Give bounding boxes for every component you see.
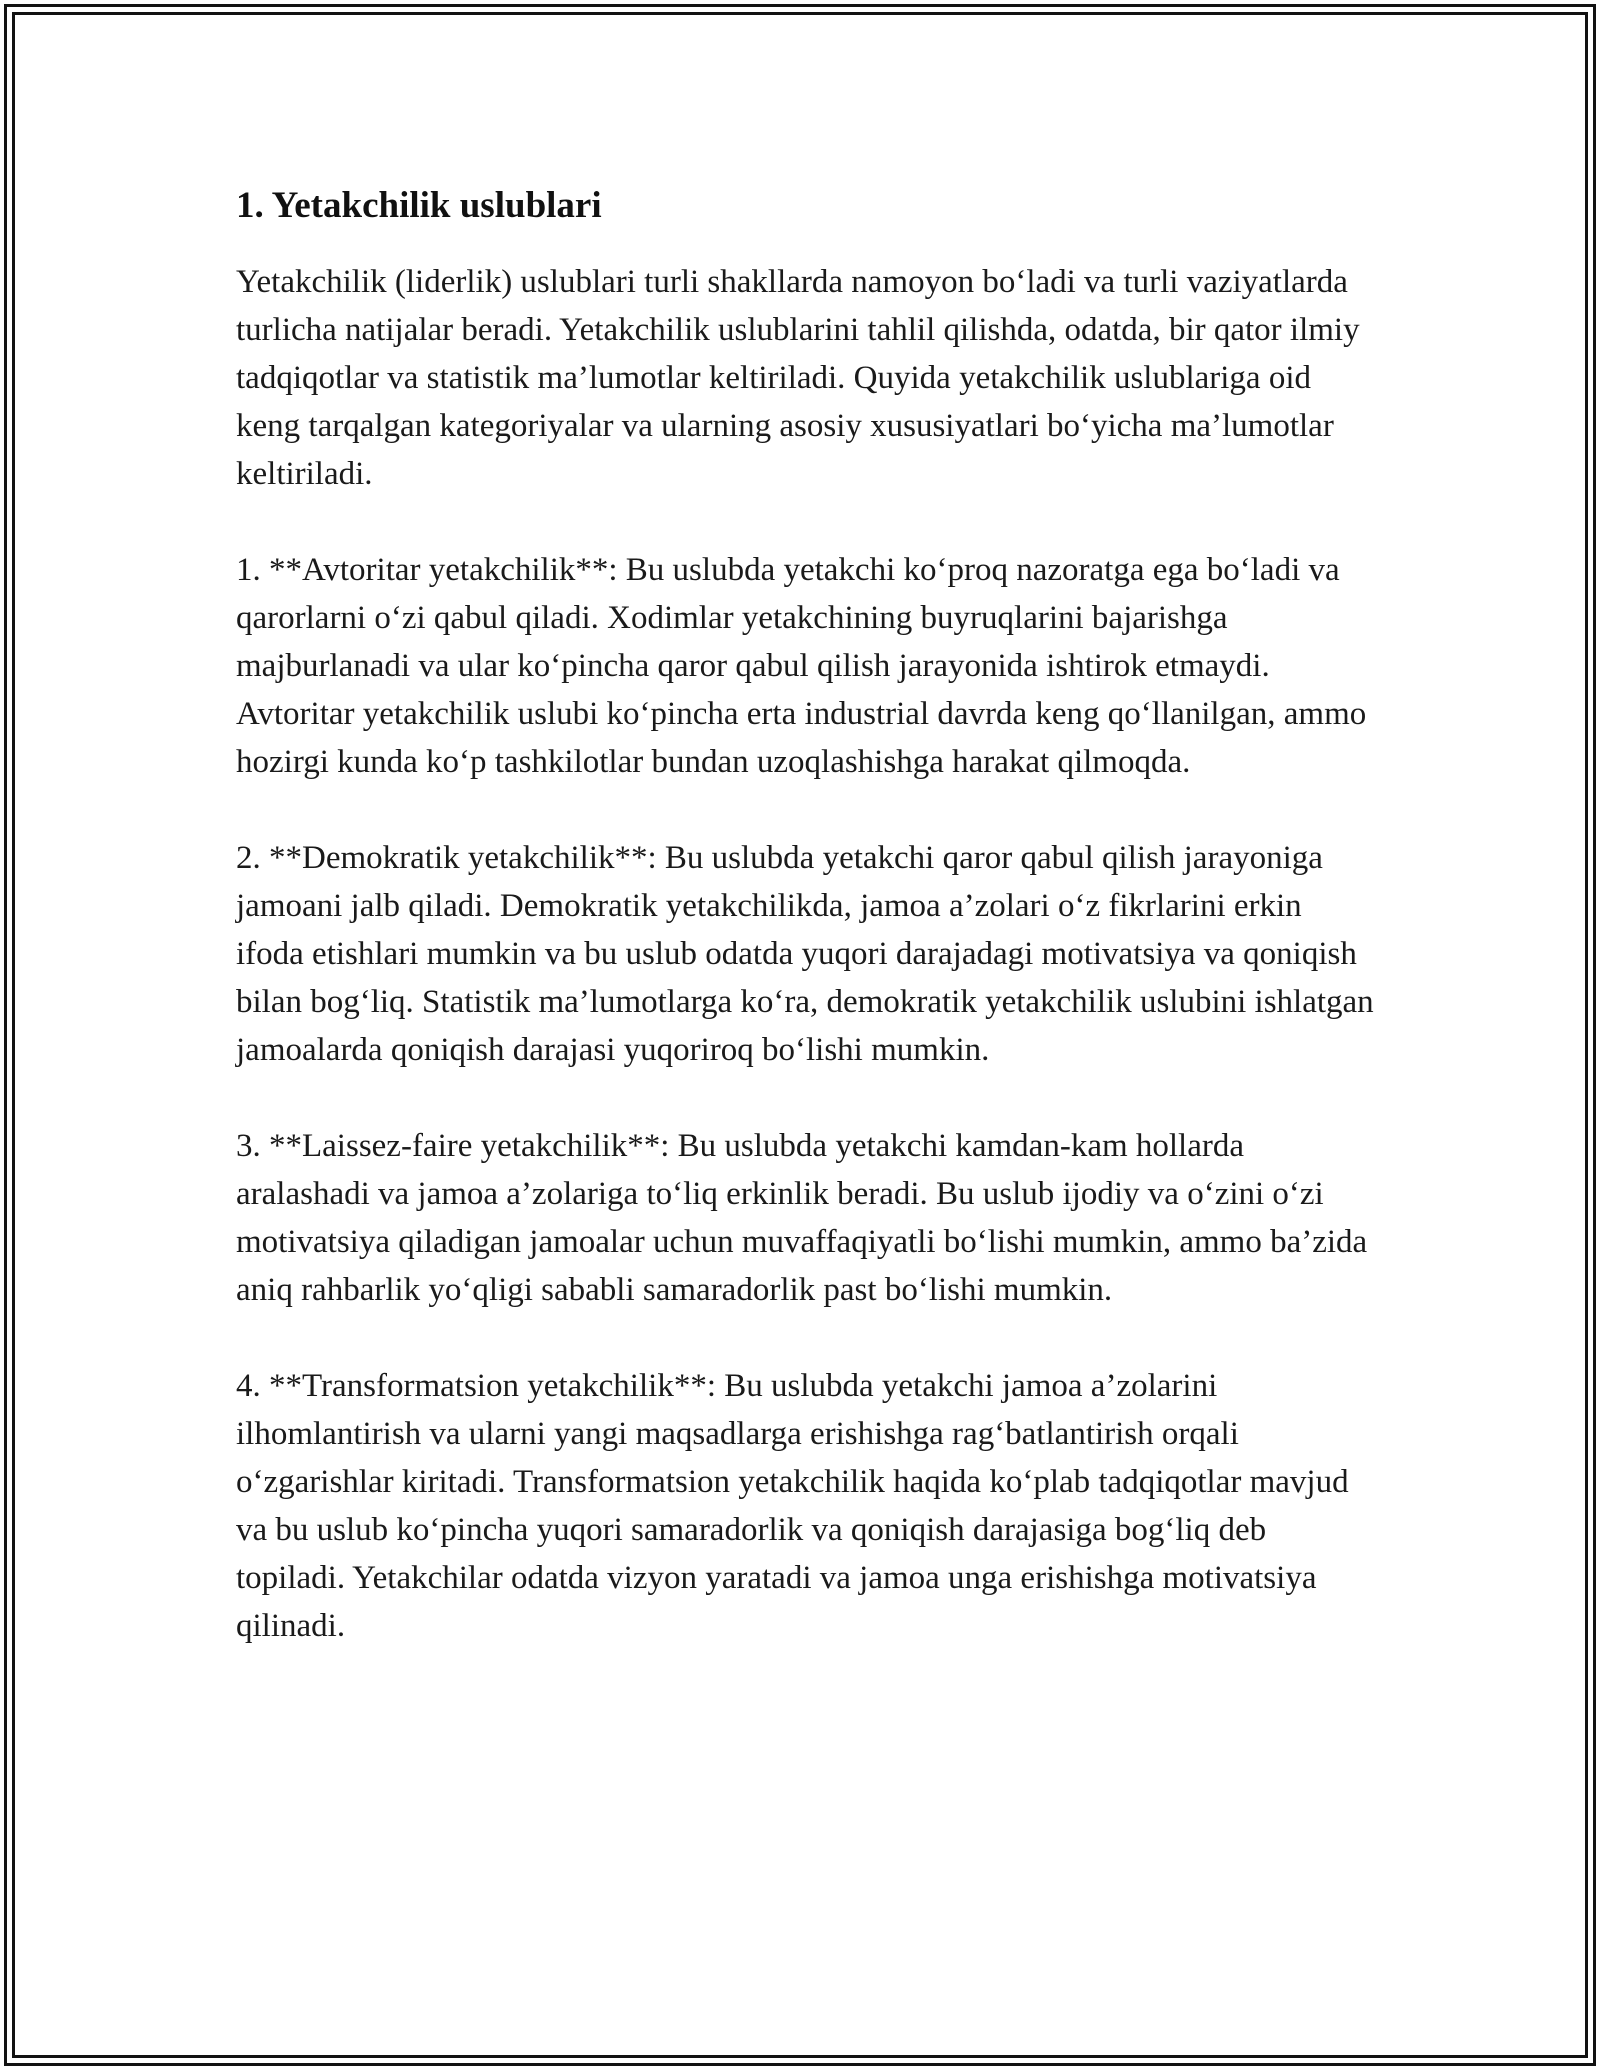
section-heading: 1. Yetakchilik uslublari [236,185,602,226]
intro-paragraph: Yetakchilik (liderlik) uslublari turli shakllarda namoyon bo‘ladi va turli vaziyatlarda turlicha natijalar beradi. Yetakchilik uslublarini tahlil qilishda, odatda, bir qator ilmiy tadqiqotlar va statistik ma’lumotlar keltiriladi. Quyida yetakchilik uslublariga oid keng tarqalgan kategoriyalar va ularning asosiy xususiyatlari bo‘yicha ma’lumotlar keltiriladi. [236,264,1360,492]
autocratic-leadership-paragraph: 1. **Avtoritar yetakchilik**: Bu uslubda yetakchi ko‘proq nazoratga ega bo‘ladi va qarorlarni o‘zi qabul qiladi. Xodimlar yetakchining buyruqlarini bajarishga majburlanadi va ular ko‘pincha qaror qabul qilish jarayonida ishtirok etmaydi. Avtoritar yetakchilik uslubi ko‘pincha erta industrial davrda keng qo‘llanilgan, ammo hozirgi kunda ko‘p tashkilotlar bundan uzoqlashishga harakat qilmoqda. [236,552,1367,780]
laissez-faire-leadership-paragraph: 3. **Laissez-faire yetakchilik**: Bu uslubda yetakchi kamdan-kam hollarda aralashadi va jamoa a’zolariga to‘liq erkinlik beradi. Bu uslub ijodiy va o‘zini o‘zi motivatsiya qiladigan jamoalar uchun muvaffaqiyatli bo‘lishi mumkin, ammo ba’zida aniq rahbarlik yo‘qligi sababli samaradorlik past bo‘lishi mumkin. [236,1128,1368,1308]
democratic-leadership-paragraph: 2. **Demokratik yetakchilik**: Bu uslubda yetakchi qaror qabul qilish jarayoniga jamoani jalb qiladi. Demokratik yetakchilikda, jamoa a’zolari o‘z fikrlarini erkin ifoda etishlari mumkin va bu uslub odatda yuqori darajadagi motivatsiya va qoniqish bilan bog‘liq. Statistik ma’lumotlarga ko‘ra, demokratik yetakchilik uslubini ishlatgan jamoalarda qoniqish darajasi yuqoriroq bo‘lishi mumkin. [236,840,1374,1068]
document-body [236,184,1376,1698]
transformational-leadership-paragraph: 4. **Transformatsion yetakchilik**: Bu uslubda yetakchi jamoa a’zolarini ilhomlantirish va ularni yangi maqsadlarga erishishga rag‘batlantirish orqali o‘zgarishlar kiritadi. Transformatsion yetakchilik haqida ko‘plab tadqiqotlar mavjud va bu uslub ko‘pincha yuqori samaradorlik va qoniqish darajasiga bog‘liq deb topiladi. Yetakchilar odatda vizyon yaratadi va jamoa unga erishishga motivatsiya qilinadi. [236,1368,1349,1644]
